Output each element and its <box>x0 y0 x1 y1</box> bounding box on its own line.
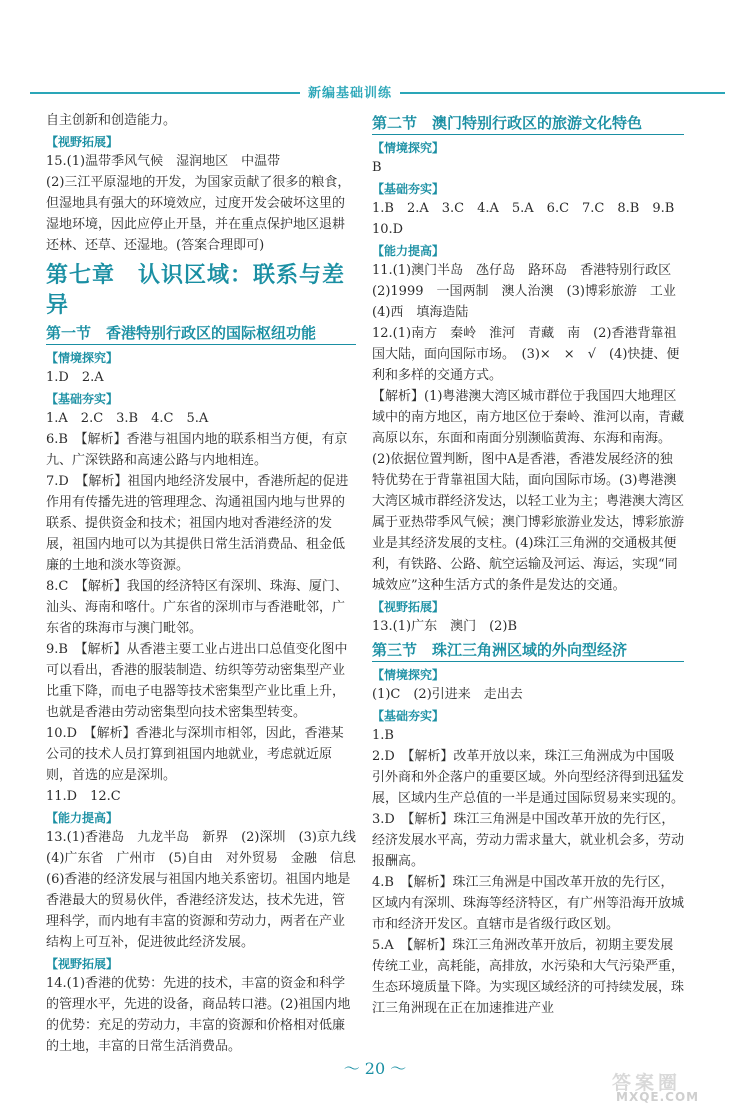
answer-text: 11.(1)澳门半岛 氹仔岛 路环岛 香港特别行政区 (2)1999 一国两制 澳人治澳 (3)博彩旅游 工业 (4)西 填海造陆 <box>372 263 689 320</box>
answer-text: 12.(1)南方 秦岭 淮河 青藏 南 (2)香港背靠祖国大陆，面向国际市场。 (3)× × √ (4)快捷、便利和多样的交通方式。 <box>372 326 680 383</box>
answer-text: 9.B 【解析】从香港主要工业占进出口总值变化图中可以看出，香港的服装制造、纺织等劳动密集型产业比重下降，而电子电器等技术密集型产业比重上升，也就是香港由劳动密集型向技术密集型转变。 <box>46 642 348 720</box>
answer-text: 10.D 【解析】香港北与深圳市相邻，因此，香港某公司的技术人员打算到祖国内地就业，考虑就近原则，首选的应是深圳。 <box>46 726 344 783</box>
answer-text: 13.(1)香港岛 九龙半岛 新界 (2)深圳 (3)京九线 (4)广东省 广州市 (5)自由 对外贸易 金融 信息 (6)香港的经济发展与祖国内地关系密切。祖国内地是香港最大的贸易伙伴，香港经济发达，技术先进，管理科学，而内地有丰富的资源和劳动力，两者在产业结构上可互补，促进彼此经济发展。 <box>46 830 369 950</box>
section-tag: 【基础夯实】 <box>372 182 445 196</box>
header-title: 新编基础训练 <box>307 86 392 101</box>
answer-text: 1.A 2.C 3.B 4.C 5.A <box>46 411 209 426</box>
answer-text: 15.(1)温带季风气候 湿润地区 中温带 <box>46 154 281 169</box>
answer-text: 3.D 【解析】珠江三角洲是中国改革开放的先行区，经济发展水平高，劳动力需求量大，就业机会多，劳动报酬高。 <box>372 812 685 869</box>
section-tag: 【视野拓展】 <box>372 600 445 614</box>
answer-text: 7.D 【解析】祖国内地经济发展中，香港所起的促进作用有传播先进的管理理念、沟通祖国内地与世界的联系、提供资金和技术；祖国内地对香港经济的发展，祖国内地可以为其提供日常生活消费品、租金低廉的土地和淡水等资源。 <box>46 474 349 573</box>
answer-text: 6.B 【解析】香港与祖国内地的联系相当方便，有京九、广深铁路和高速公路与内地相连。 <box>46 432 348 468</box>
answer-text: 【解析】(1)粤港澳大湾区城市群位于我国四大地理区域中的南方地区，南方地区位于秦岭、淮河以南，青藏高原以东，东面和南面分别濒临黄海、东海和南海。(2)依据位置判断，图中A是香港，香港发展经济的独特优势在于背靠祖国大陆，面向国际市场。(3)粤港澳大湾区城市群经济发达，以轻工业为主；粤港澳大湾区属于亚热带季风气候；澳门博彩旅游业发达，博彩旅游业是其经济发展的支柱。(4)珠江三角洲的交通极其便利，有铁路、公路、航空运输及河运、海运，实现“同城效应”这种生活方式的条件是发达的交通。 <box>372 389 685 593</box>
watermark-url: MXQE.COM <box>616 1090 700 1104</box>
answer-text: 4.B 【解析】珠江三角洲是中国改革开放的先行区，区域内有深圳、珠海等经济特区，有广州等沿海开放城市和经济开发区。直辖市是省级行政区划。 <box>372 875 685 932</box>
answer-text: 自主创新和创造能力。 <box>46 113 177 128</box>
answer-text: 1.D 2.A <box>46 370 104 385</box>
chapter-title: 第七章 认识区域：联系与差异 <box>46 262 346 318</box>
answer-text: 1.B <box>372 728 394 743</box>
page-header <box>30 78 730 100</box>
watermark-logo: 答案圈 <box>612 1072 682 1094</box>
right-column <box>372 110 689 1019</box>
section-tag: 【能力提高】 <box>46 811 119 825</box>
left-column <box>46 110 369 1057</box>
section-tag: 【视野拓展】 <box>46 135 119 149</box>
section-tag: 【情境探究】 <box>372 141 445 155</box>
answer-text: 5.A 【解析】珠江三角洲改革开放后，初期主要发展传统工业，高耗能，高排放，水污染和大气污染严重，生态环境质量下降。为实现区域经济的可持续发展，珠江三角洲现在正在加速推进产业 <box>372 938 685 1016</box>
section-title: 第三节 珠江三角洲区域的外向型经济 <box>372 639 684 662</box>
section-tag: 【基础夯实】 <box>372 709 445 723</box>
watermark <box>612 1068 730 1104</box>
section-tag: 【基础夯实】 <box>46 392 119 406</box>
answer-text: 2.D 【解析】改革开放以来，珠江三角洲成为中国吸引外商和外企落户的重要区域。外向型经济得到迅猛发展，区域内生产总值的一半是通过国际贸易来实现的。 <box>372 749 685 806</box>
section-tag: 【视野拓展】 <box>46 957 119 971</box>
answer-text: 13.(1)广东 澳门 (2)B <box>372 619 518 634</box>
answer-text: 14.(1)香港的优势：先进的技术，丰富的资金和科学的管理水平，先进的设备，商品转口港。(2)祖国内地的优势：充足的劳动力，丰富的资源和价格相对低廉的土地，丰富的日常生活消费品。 <box>46 976 351 1054</box>
section-tag: 【能力提高】 <box>372 244 445 258</box>
answer-text: 1.B 2.A 3.C 4.A 5.A 6.C 7.C 8.B 9.B 10.D <box>372 201 688 237</box>
answer-text: (1)C (2)引进来 走出去 <box>372 687 523 702</box>
answer-text: 11.D 12.C <box>46 789 121 804</box>
section-title: 第二节 澳门特别行政区的旅游文化特色 <box>372 112 684 135</box>
section-tag: 【情境探究】 <box>46 351 119 365</box>
answer-text: B <box>372 160 382 175</box>
header-rule-right <box>400 92 725 94</box>
section-title: 第一节 香港特别行政区的国际枢纽功能 <box>46 322 356 345</box>
section-tag: 【情境探究】 <box>372 668 445 682</box>
answer-text: 8.C 【解析】我国的经济特区有深圳、珠海、厦门、汕头、海南和喀什。广东省的深圳市与香港毗邻，广东省的珠海市与澳门毗邻。 <box>46 579 348 636</box>
page-number: ～ 20 ～ <box>343 1059 407 1078</box>
header-rule-left <box>30 92 300 94</box>
answer-text: (2)三江平原湿地的开发，为国家贡献了很多的粮食，但湿地具有强大的环境效应，过度开发会破坏这里的湿地环境，因此应停止开垦，并在重点保护地区退耕还林、还草、还湿地。(答案合理即可) <box>46 175 351 253</box>
